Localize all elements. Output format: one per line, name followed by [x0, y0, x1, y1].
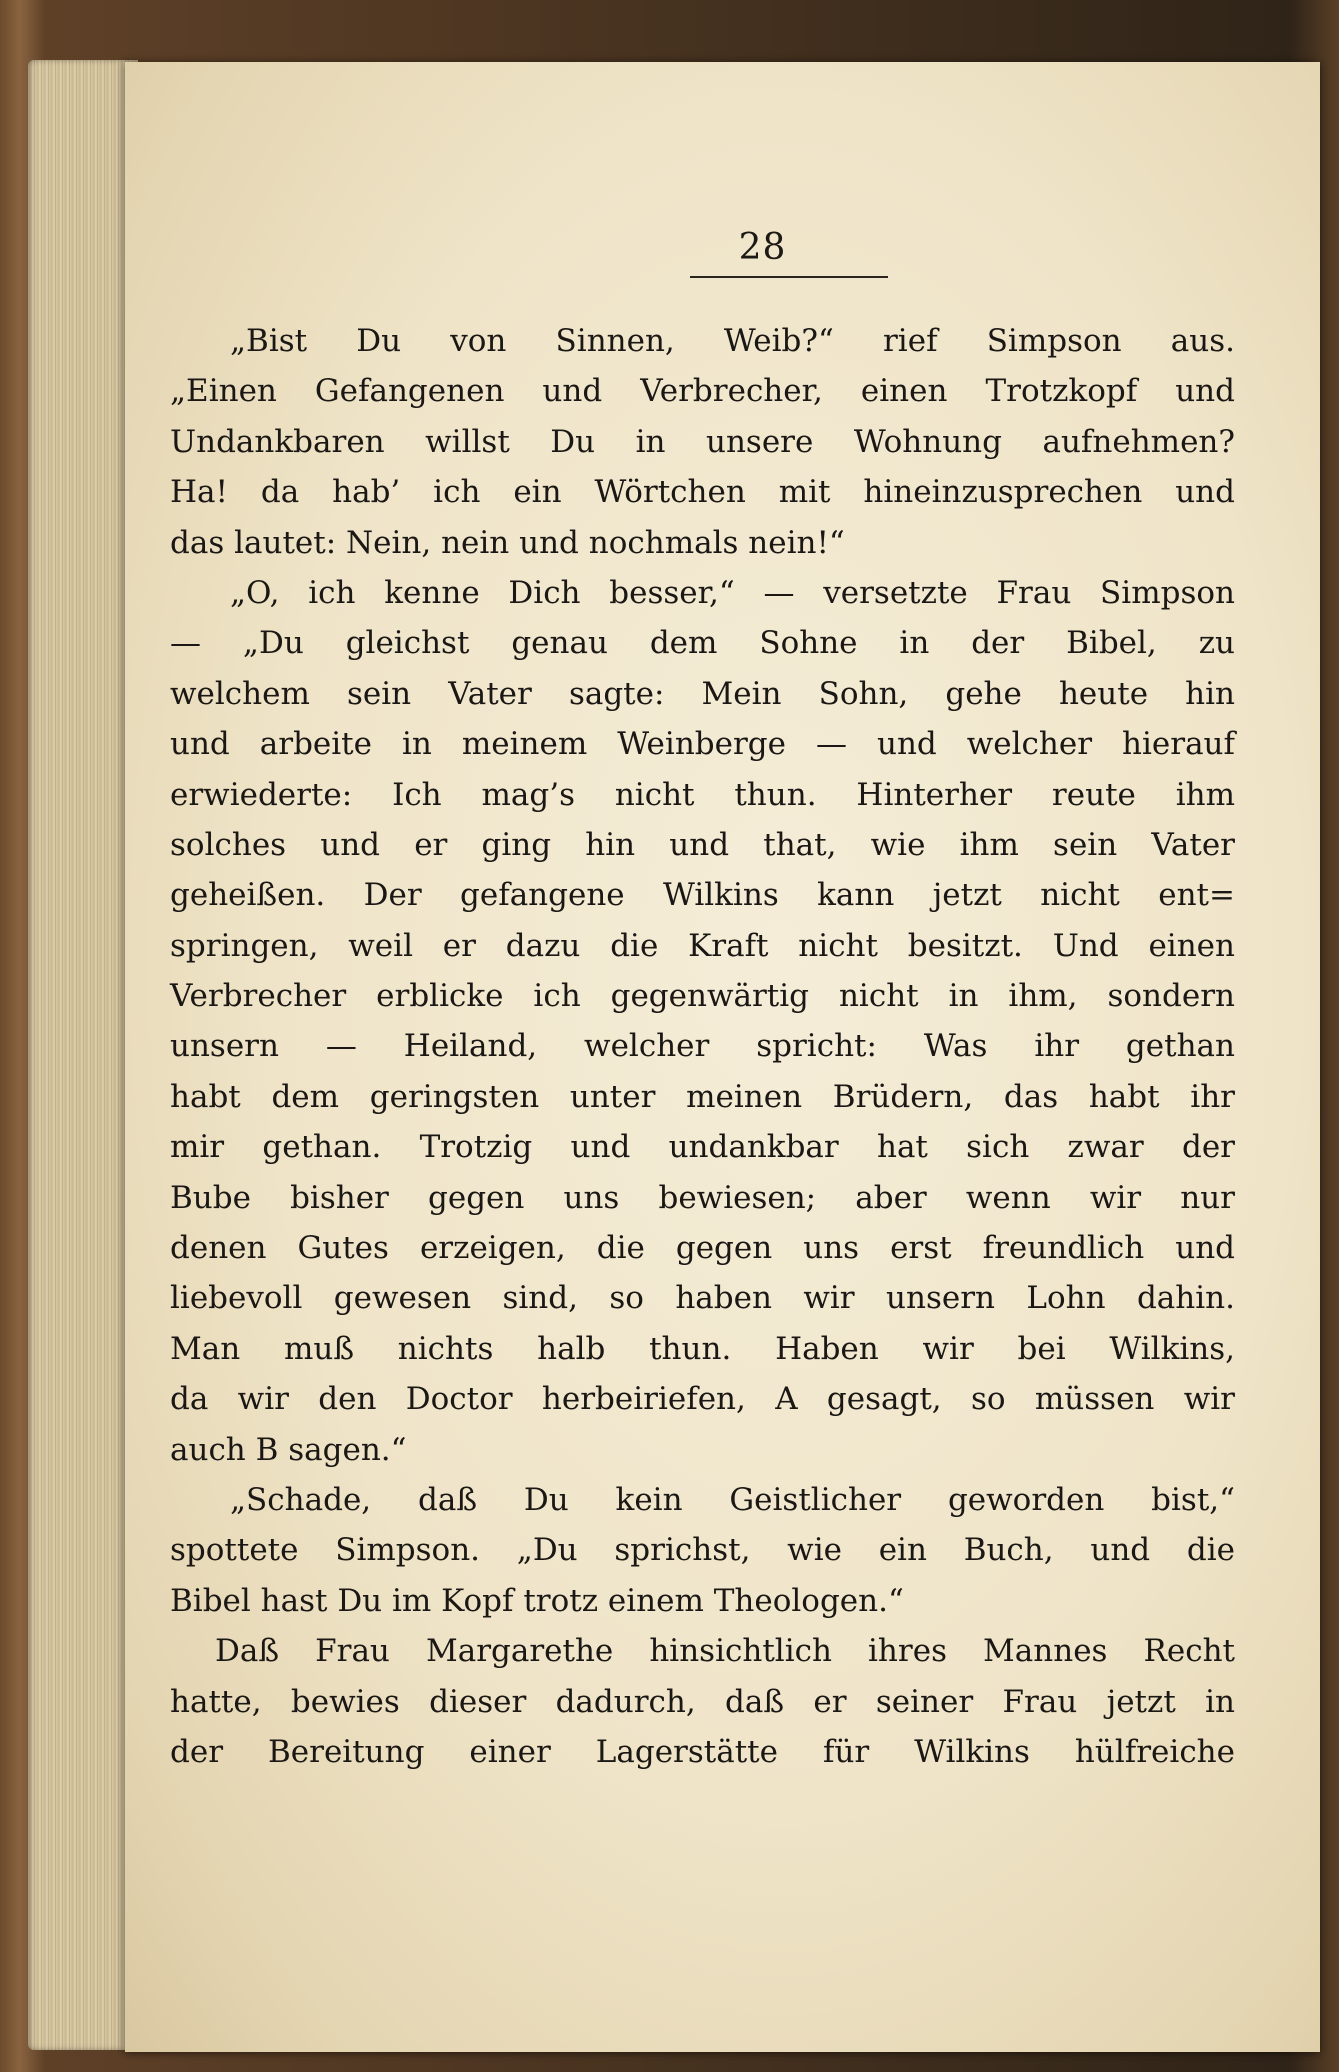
text-line — [170, 518, 1235, 568]
page-edges — [28, 60, 138, 2050]
text-line-content: das lautet: Nein, nein und nochmals nein!“ — [170, 524, 845, 561]
header-rule — [690, 276, 888, 278]
text-line — [170, 1173, 1235, 1223]
text-line-content: Bibel hast Du im Kopf trotz einem Theologen.“ — [170, 1582, 904, 1619]
text-line-content: Man muß nichts halb thun. Haben wir bei Wilkins, — [170, 1330, 1235, 1367]
text-line-content: welchem sein Vater sagte: Mein Sohn, gehe heute hin — [170, 675, 1235, 712]
text-line — [170, 719, 1235, 769]
text-line — [170, 1122, 1235, 1172]
text-line — [170, 1425, 1235, 1475]
text-line-content: „O, ich kenne Dich besser,“ — versetzte Frau Simpson — [230, 574, 1235, 611]
text-line — [170, 1374, 1235, 1424]
text-line — [170, 1021, 1235, 1071]
text-line-content: springen, weil er dazu die Kraft nicht besitzt. Und einen — [170, 927, 1235, 964]
text-line-content: der Bereitung einer Lagerstätte für Wilkins hülfreiche — [170, 1733, 1235, 1770]
text-line-content: „Bist Du von Sinnen, Weib?“ rief Simpson aus. — [230, 323, 1235, 359]
text-line — [170, 1727, 1235, 1777]
text-line — [170, 820, 1235, 870]
text-line-content: „Einen Gefangenen und Verbrecher, einen Trotzkopf und — [170, 373, 1235, 410]
text-line — [170, 870, 1235, 920]
text-line — [170, 618, 1235, 668]
text-line — [170, 1475, 1235, 1525]
text-line — [170, 316, 1235, 366]
text-line-content: Bube bisher gegen uns bewiesen; aber wenn wir nur — [170, 1179, 1235, 1216]
text-line-content: Verbrecher erblicke ich gegenwärtig nicht in ihm, sondern — [170, 978, 1235, 1015]
text-line-content: auch B sagen.“ — [170, 1431, 407, 1468]
text-line — [170, 1525, 1235, 1575]
text-line-content: unsern — Heiland, welcher spricht: Was ihr gethan — [170, 1028, 1235, 1065]
text-line-content: geheißen. Der gefangene Wilkins kann jetzt nicht ent= — [170, 877, 1235, 914]
text-line — [170, 568, 1235, 618]
text-line-content: liebevoll gewesen sind, so haben wir unsern Lohn dahin. — [170, 1280, 1235, 1317]
text-line-content: „Schade, daß Du kein Geistlicher geworden bist,“ — [230, 1481, 1235, 1518]
text-line — [170, 1677, 1235, 1727]
text-line-content: und arbeite in meinem Weinberge — und welcher hierauf — [170, 726, 1235, 763]
body-text — [170, 316, 1235, 1777]
page-number: 28 — [738, 227, 787, 268]
text-line — [170, 467, 1235, 517]
text-line-content: denen Gutes erzeigen, die gegen uns erst freundlich und — [170, 1230, 1235, 1267]
text-line — [170, 921, 1235, 971]
text-line-content: Ha! da hab’ ich ein Wörtchen mit hineinzusprechen und — [170, 474, 1235, 511]
text-line-content: Undankbaren willst Du in unsere Wohnung aufnehmen? — [170, 423, 1235, 460]
text-line-content: hatte, bewies dieser dadurch, daß er seiner Frau jetzt in — [170, 1683, 1235, 1720]
text-line-content: Daß Frau Margarethe hinsichtlich ihres Mannes Recht — [215, 1633, 1235, 1670]
text-line-content: da wir den Doctor herbeiriefen, A gesagt, so müssen wir — [170, 1381, 1235, 1418]
text-line — [170, 1072, 1235, 1122]
text-line-content: erwiederte: Ich mag’s nicht thun. Hinterher reute ihm — [170, 776, 1235, 813]
text-line-content: spottete Simpson. „Du sprichst, wie ein Buch, und die — [170, 1532, 1235, 1569]
text-line — [170, 417, 1235, 467]
text-line-content: habt dem geringsten unter meinen Brüdern, das habt ihr — [170, 1078, 1235, 1115]
text-line — [170, 971, 1235, 1021]
text-line — [170, 1223, 1235, 1273]
text-line — [170, 1273, 1235, 1323]
text-line — [170, 1626, 1235, 1676]
text-line-content: — „Du gleichst genau dem Sohne in der Bibel, zu — [170, 625, 1235, 662]
text-line — [170, 366, 1235, 416]
text-line — [170, 770, 1235, 820]
text-line-content: solches und er ging hin und that, wie ihm sein Vater — [170, 826, 1235, 863]
text-line — [170, 1576, 1235, 1626]
text-line-content: mir gethan. Trotzig und undankbar hat sich zwar der — [170, 1129, 1235, 1166]
text-line — [170, 669, 1235, 719]
text-line — [170, 1324, 1235, 1374]
